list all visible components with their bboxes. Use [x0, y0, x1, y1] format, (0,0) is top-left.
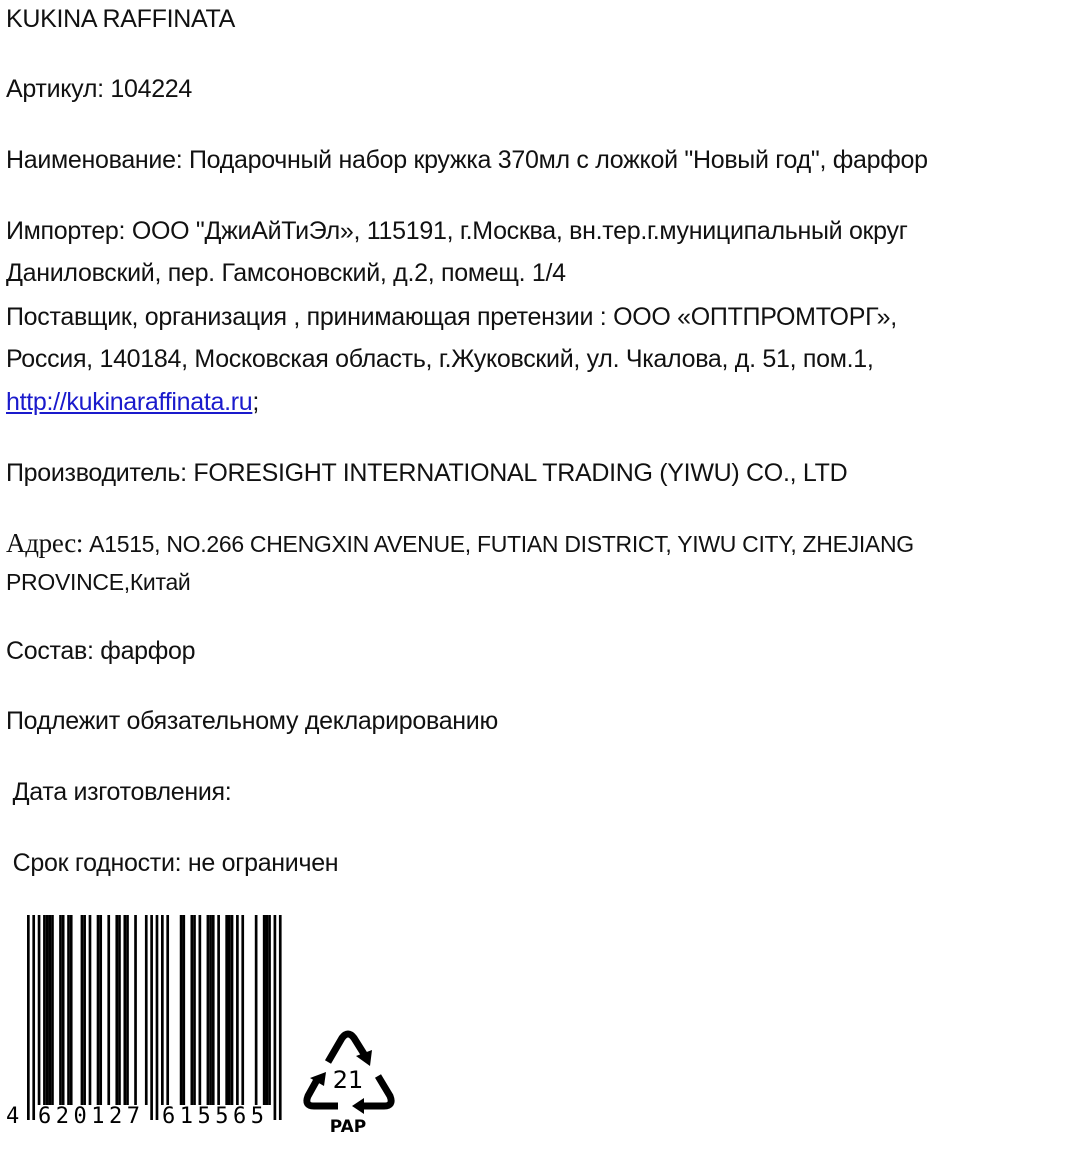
declaration-note: Подлежит обязательному декларированию — [6, 707, 498, 735]
recycle-label: PAP — [329, 1117, 367, 1137]
barcode-bars — [27, 915, 282, 1120]
barcode-bar — [89, 915, 92, 1105]
barcode-right-digits: 615565 — [162, 1104, 269, 1129]
barcode-bar — [225, 915, 228, 1105]
barcode-bar — [118, 915, 121, 1105]
barcode-bar — [43, 915, 46, 1105]
barcode-bar — [46, 915, 49, 1105]
barcode-bar — [145, 915, 148, 1105]
manufacturer: Производитель: FORESIGHT INTERNATIONAL TRADING (YIWU) CO., LTD — [6, 459, 848, 487]
shelf-life: Срок годности: не ограничен — [6, 849, 339, 877]
barcode-bar — [123, 915, 126, 1105]
barcode-bar — [209, 915, 212, 1105]
barcode-bar — [32, 915, 35, 1120]
barcode-bar — [193, 915, 196, 1105]
link-suffix: ; — [252, 388, 260, 416]
barcode-bar — [263, 915, 266, 1105]
barcode-bar — [62, 915, 65, 1105]
barcode — [0, 905, 300, 1135]
barcode-bar — [180, 915, 183, 1105]
barcode-bar — [255, 915, 258, 1105]
importer-line-2: Даниловский, пер. Гамсоновский, д.2, помещ. 1/4 — [6, 259, 566, 287]
barcode-bar — [115, 915, 118, 1105]
barcode-bar — [266, 915, 269, 1105]
address-text: A1515, NO.266 CHENGXIN AVENUE, FUTIAN DISTRICT, YIWU CITY, ZHEJIANG — [83, 531, 914, 557]
barcode-first-digit: 4 — [6, 1104, 20, 1129]
barcode-bar — [199, 915, 202, 1105]
barcode-bar — [126, 915, 129, 1105]
barcode-bar — [27, 915, 30, 1120]
barcode-bar — [207, 915, 210, 1105]
barcode-bar — [241, 915, 244, 1105]
barcode-bar — [97, 915, 100, 1105]
barcode-bar — [231, 915, 234, 1105]
barcode-bar — [48, 915, 51, 1105]
barcode-bar — [190, 915, 193, 1105]
product-name: Наименование: Подарочный набор кружка 370мл с ложкой "Новый год", фарфор — [6, 146, 928, 174]
article-number: Артикул: 104224 — [6, 75, 193, 103]
barcode-bar — [59, 915, 62, 1105]
composition: Состав: фарфор — [6, 637, 196, 665]
barcode-bar — [107, 915, 110, 1105]
supplier-line-2: Россия, 140184, Московская область, г.Жуковский, ул. Чкалова, д. 51, пом.1, — [6, 345, 874, 373]
barcode-bar — [236, 915, 239, 1105]
barcode-left-digits: 620127 — [38, 1104, 145, 1129]
address-label: Адрес: — [6, 528, 84, 558]
barcode-bar — [166, 915, 169, 1105]
supplier-website — [6, 387, 259, 417]
website-link[interactable]: http://kukinaraffinata.ru — [6, 388, 253, 416]
barcode-bar — [274, 915, 277, 1120]
barcode-bar — [99, 915, 102, 1105]
barcode-bar — [279, 915, 282, 1120]
barcode-bar — [182, 915, 185, 1105]
recycle-icon — [298, 1028, 398, 1138]
barcode-bar — [38, 915, 41, 1105]
importer-line-1: Импортер: ООО "ДжиАйТиЭл», 115191, г.Москва, вн.тер.г.муниципальный округ — [6, 217, 908, 245]
barcode-bar — [156, 915, 159, 1120]
barcode-bar — [212, 915, 215, 1105]
supplier-line-1: Поставщик, организация , принимающая претензии : ООО «ОПТПРОМТОРГ», — [6, 303, 897, 331]
barcode-bar — [150, 915, 153, 1120]
barcode-bar — [83, 915, 86, 1105]
recycle-code: 21 — [332, 1066, 364, 1094]
recycle-arrow-right — [362, 1076, 391, 1106]
address-line-2: PROVINCE,Китай — [6, 569, 191, 595]
barcode-bar — [268, 915, 271, 1105]
address-line-1 — [6, 528, 914, 559]
barcode-bar — [51, 915, 54, 1105]
brand-name: KUKINA RAFFINATA — [6, 5, 236, 33]
barcode-bar — [228, 915, 231, 1105]
barcode-bar — [81, 915, 84, 1105]
barcode-bar — [67, 915, 70, 1105]
barcode-bar — [134, 915, 137, 1105]
barcode-bar — [161, 915, 164, 1105]
barcode-bar — [70, 915, 73, 1105]
barcode-bar — [217, 915, 220, 1105]
manufacture-date: Дата изготовления: — [6, 778, 232, 806]
